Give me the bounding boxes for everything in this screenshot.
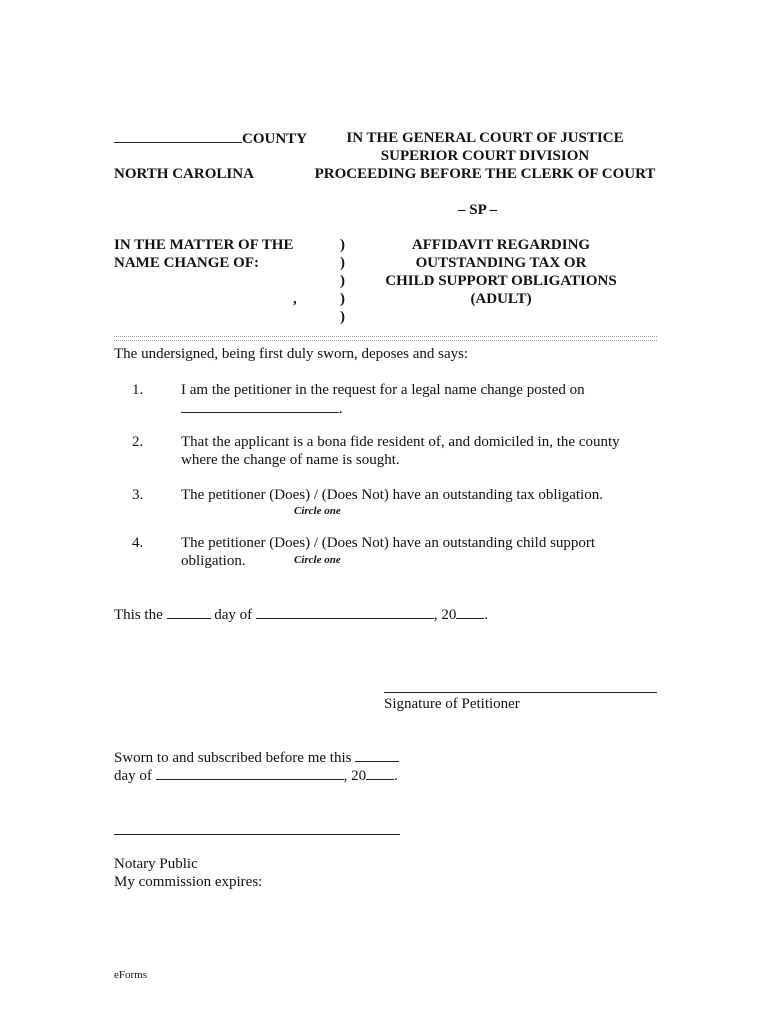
- item-4-text-line-2: obligation.: [181, 553, 246, 569]
- caption-paren: ): [340, 237, 345, 253]
- caption-paren: ): [340, 273, 345, 289]
- item-4-text-line-1[interactable]: The petitioner (Does) / (Does Not) have an outstanding child support: [181, 535, 596, 551]
- caption-paren: ): [340, 255, 345, 271]
- signature-label: Signature of Petitioner: [384, 696, 520, 712]
- date-year-blank[interactable]: [456, 605, 484, 619]
- item-1-text: I am the petitioner in the request for a legal name change posted on: [181, 382, 585, 398]
- title-line-3: CHILD SUPPORT OBLIGATIONS: [385, 273, 617, 289]
- file-number: – SP –: [458, 202, 498, 218]
- item-2-text-line-2: where the change of name is sought.: [181, 452, 400, 468]
- title-line-2: OUTSTANDING TAX OR: [415, 255, 587, 271]
- sworn-month-blank[interactable]: [156, 766, 344, 780]
- intro-text: The undersigned, being first duly sworn, deposes and says:: [114, 346, 469, 362]
- item-3-number: 3.: [132, 487, 144, 503]
- item-4-number: 4.: [132, 535, 144, 551]
- item-3-circle-note: Circle one: [294, 505, 341, 517]
- item-1-number: 1.: [132, 382, 144, 398]
- court-line-1: IN THE GENERAL COURT OF JUSTICE: [346, 130, 624, 146]
- date-line: [114, 605, 488, 624]
- sworn-year-blank[interactable]: [366, 766, 394, 780]
- section-divider: [114, 336, 657, 341]
- court-line-2: SUPERIOR COURT DIVISION: [380, 148, 590, 164]
- sworn-line-2: [114, 766, 398, 785]
- notary-signature-line[interactable]: [114, 834, 400, 835]
- title-line-1: AFFIDAVIT REGARDING: [411, 237, 591, 253]
- matter-comma: ,: [293, 291, 297, 307]
- sworn-day-of: day of: [114, 768, 152, 784]
- sworn-text: Sworn to and subscribed before me this: [114, 750, 352, 766]
- date-month-blank[interactable]: [256, 605, 434, 619]
- date-end: .: [484, 607, 489, 623]
- item-1-period: .: [339, 401, 343, 417]
- item-4-circle-note: Circle one: [294, 554, 341, 566]
- court-line-3: PROCEEDING BEFORE THE CLERK OF COURT: [314, 166, 656, 182]
- notary-public-label: Notary Public: [114, 856, 198, 872]
- caption-paren: ): [340, 291, 345, 307]
- matter-line-1: IN THE MATTER OF THE: [114, 237, 294, 253]
- item-3-text[interactable]: The petitioner (Does) / (Does Not) have an outstanding tax obligation.: [181, 487, 603, 503]
- county-label: COUNTY: [242, 131, 308, 147]
- sworn-line-1: [114, 748, 399, 767]
- item-1-date-group: [181, 399, 343, 418]
- date-prefix: This the: [114, 607, 163, 623]
- posting-date-blank[interactable]: [181, 399, 339, 413]
- commission-expires-label: My commission expires:: [114, 874, 263, 890]
- matter-line-2: NAME CHANGE OF:: [114, 255, 259, 271]
- title-line-4: (ADULT): [470, 291, 532, 307]
- sworn-day-blank[interactable]: [355, 748, 399, 762]
- item-2-number: 2.: [132, 434, 144, 450]
- petitioner-signature-line[interactable]: [384, 692, 657, 693]
- county-field-group: [114, 129, 307, 148]
- sworn-year-prefix: , 20: [343, 768, 367, 784]
- county-blank[interactable]: [114, 129, 242, 143]
- date-day-blank[interactable]: [167, 605, 211, 619]
- eforms-brand: eForms: [114, 969, 147, 981]
- item-2-text-line-1: That the applicant is a bona fide resident of, and domiciled in, the county: [181, 434, 620, 450]
- date-year-prefix: , 20: [433, 607, 457, 623]
- date-day-of: day of: [214, 607, 253, 623]
- state-label: NORTH CAROLINA: [114, 166, 254, 182]
- caption-paren: ): [340, 309, 345, 325]
- sworn-end: .: [394, 768, 398, 784]
